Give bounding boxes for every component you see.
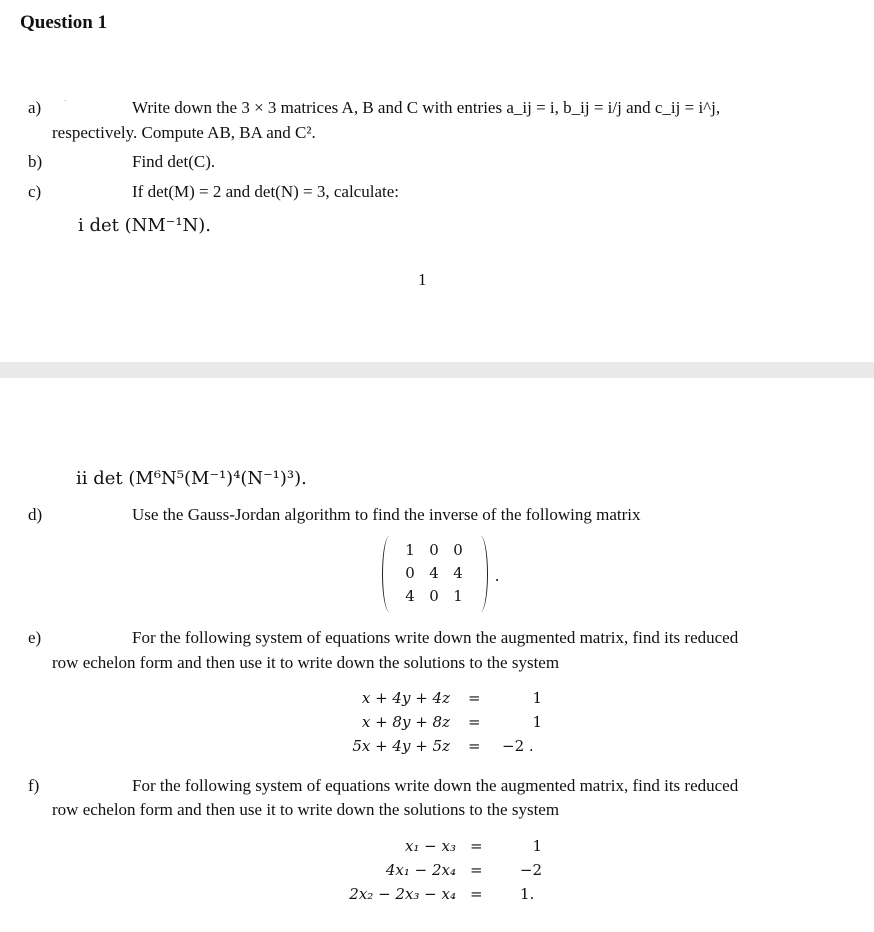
page-break-band — [0, 362, 874, 378]
matrix-cell: 1 — [453, 587, 463, 605]
page-number: 1 — [418, 270, 427, 289]
matrix-cell: 1 — [405, 541, 415, 559]
equation-equals: = — [468, 713, 481, 731]
equation-lhs: x₁ − x₃ — [404, 837, 456, 855]
matrix — [382, 536, 488, 612]
matrix-cell: 0 — [405, 564, 415, 582]
matrix-grid — [398, 540, 470, 607]
equation-rhs: 1 — [532, 689, 542, 707]
part-b-text: Find det(C). — [132, 152, 216, 171]
matrix-cell: 4 — [453, 564, 463, 582]
equation-equals: = — [470, 837, 483, 855]
equation-lhs: 2x₂ − 2x₃ − x₄ — [349, 885, 456, 903]
part-e-label: e) — [28, 628, 42, 647]
equation-equals: = — [470, 885, 483, 903]
part-f-label: f) — [28, 776, 40, 795]
equation-lhs: 4x₁ − 2x₄ — [385, 861, 456, 879]
equation-rhs: 1 — [532, 837, 542, 855]
right-paren — [473, 536, 488, 612]
part-c-label: c) — [28, 182, 42, 201]
part-a-label: a) — [28, 98, 42, 117]
equation-rhs: −2 . — [502, 737, 534, 755]
matrix-cell: 0 — [429, 541, 439, 559]
system-e — [320, 686, 550, 762]
matrix-cell: 0 — [429, 587, 439, 605]
part-c-i: i det (NM⁻¹N). — [78, 215, 212, 236]
equation-rhs: 1 — [532, 713, 542, 731]
part-a-text-line1: Write down the 3 × 3 matrices A, B and C with entries a_ij = i, b_ij = i/j and c_ij = i^j, — [132, 98, 721, 117]
question-title: Question 1 — [20, 12, 108, 33]
matrix-cell: 4 — [405, 587, 415, 605]
part-a-mark: . — [64, 93, 67, 103]
equation-rhs: −2 — [519, 861, 542, 879]
part-f-text-line1: For the following system of equations write down the augmented matrix, find its reduced — [132, 776, 739, 795]
matrix-cell: 0 — [453, 541, 463, 559]
part-c-ii: ii det (M⁶N⁵(M⁻¹)⁴(N⁻¹)³). — [76, 468, 307, 489]
part-e-text-line1: For the following system of equations write down the augmented matrix, find its reduced — [132, 628, 739, 647]
equation-lhs: 5x + 4y + 5z — [352, 737, 450, 755]
part-b-label: b) — [28, 152, 43, 171]
equation-equals: = — [470, 861, 483, 879]
equation-equals: = — [468, 737, 481, 755]
part-a-text-line2: respectively. Compute AB, BA and C². — [52, 123, 316, 142]
part-d-label: d) — [28, 505, 43, 524]
system-f — [310, 834, 560, 910]
part-e-text-line2: row echelon form and then use it to write down the solutions to the system — [52, 653, 560, 672]
equation-rhs: 1. — [520, 885, 535, 903]
part-d-text: Use the Gauss-Jordan algorithm to find the inverse of the following matrix — [132, 505, 641, 524]
part-c-text: If det(M) = 2 and det(N) = 3, calculate: — [132, 182, 399, 201]
matrix-trailing-period: . — [495, 566, 500, 585]
part-f-text-line2: row echelon form and then use it to write down the solutions to the system — [52, 800, 560, 819]
matrix-cell: 4 — [429, 564, 439, 582]
equation-lhs: x + 4y + 4z — [361, 689, 450, 707]
equation-lhs: x + 8y + 8z — [361, 713, 450, 731]
equation-equals: = — [468, 689, 481, 707]
left-paren — [382, 536, 397, 612]
